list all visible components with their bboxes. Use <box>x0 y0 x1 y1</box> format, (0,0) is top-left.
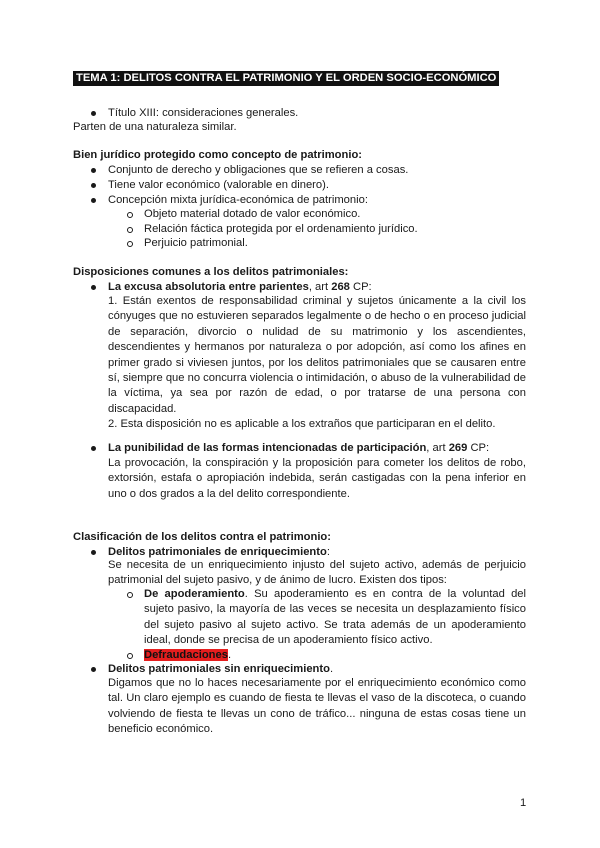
intro-text: Parten de una naturaleza similar. <box>73 121 237 133</box>
apoderamiento-text: . Su apoderamiento es en contra de la voluntad del sujeto pasivo, la mayoría de las veces se necesita un desplazamiento físico del sujeto pasivo al sujeto activo. Se trata además de un apoderamiento ideal, donde se precisa de un apoderamiento físico activo. <box>144 588 526 647</box>
sin-enriquecimiento-dot: . <box>329 663 334 675</box>
apoderamiento-item <box>144 587 526 649</box>
punibilidad-text: La provocación, la conspiración y la proposición para cometer los delitos de robo, extorsión, estafa o apropiación indebida, serán castigadas con la pena inferior en uno o dos grados a la del delito correspondiente. <box>108 457 526 500</box>
bullet-icon <box>91 550 96 555</box>
punibilidad-label: La punibilidad de las formas intencionadas de participación <box>108 442 427 454</box>
sub-list-item: Objeto material dotado de valor económico. <box>144 208 361 220</box>
intro-bullet: Título XIII: consideraciones generales. <box>108 107 299 119</box>
list-item: Concepción mixta jurídica-económica de patrimonio: <box>108 194 368 206</box>
excusa-end: CP: <box>349 281 372 293</box>
bullet-icon <box>91 183 96 188</box>
punibilidad-mid: , art <box>426 442 449 454</box>
enriquecimiento-body <box>108 558 526 589</box>
section-heading-disposiciones: Disposiciones comunes a los delitos patrimoniales: <box>73 266 349 278</box>
bullet-icon <box>91 285 96 290</box>
apoderamiento-label: De apoderamiento <box>144 588 245 600</box>
enriquecimiento-colon: : <box>326 546 330 558</box>
sub-list-item: Relación fáctica protegida por el ordenamiento jurídico. <box>144 223 418 235</box>
punibilidad-body <box>108 456 526 502</box>
excusa-label: La excusa absolutoria entre parientes <box>108 281 309 293</box>
bullet-icon <box>91 168 96 173</box>
sin-enriquecimiento-heading <box>108 662 333 676</box>
bullet-icon <box>91 667 96 672</box>
section-heading-clasificacion: Clasificación de los delitos contra el patrimonio: <box>73 531 331 543</box>
excusa-body <box>108 294 526 433</box>
bullet-icon <box>91 446 96 451</box>
sin-enriquecimiento-body <box>108 676 526 738</box>
defraudaciones-dot: . <box>227 649 232 661</box>
excusa-heading <box>108 280 372 294</box>
page-number: 1 <box>520 797 527 809</box>
enriquecimiento-heading <box>108 545 330 559</box>
circle-bullet-icon <box>127 212 133 218</box>
circle-bullet-icon <box>127 592 133 598</box>
excusa-paragraph-1: 1. Están exentos de responsabilidad criminal y sujetos únicamente a la civil los cónyuges que no estuvieren separados legalmente o de hecho o en proceso judicial de separación, divorcio o nulidad de su matrimonio y los ascendientes, descendientes y hermanos por naturaleza o por adopción, así como los afines en primer grado si viviesen juntos, por los delitos patrimoniales que se causaren entre sí, siempre que no concurra violencia o intimidación, o abuso de la vulnerabilidad de la víctima, ya sea por razón de edad, o por tratarse de una persona con discapacidad. <box>108 295 526 415</box>
punibilidad-end: CP: <box>467 442 490 454</box>
section-heading-bien-juridico: Bien jurídico protegido como concepto de patrimonio: <box>73 149 363 161</box>
circle-bullet-icon <box>127 241 133 247</box>
punibilidad-heading <box>108 441 489 455</box>
enriquecimiento-label: Delitos patrimoniales de enriquecimiento <box>108 546 327 558</box>
excusa-article: 268 <box>331 281 350 293</box>
excusa-paragraph-2: 2. Esta disposición no es aplicable a los extraños que participaran en el delito. <box>108 418 496 431</box>
punibilidad-article: 269 <box>448 442 468 454</box>
circle-bullet-icon <box>127 653 133 659</box>
sub-list-item: Perjuicio patrimonial. <box>144 237 248 249</box>
list-item: Tiene valor económico (valorable en dinero). <box>108 179 329 191</box>
sin-enriquecimiento-text: Digamos que no lo haces necesariamente por el enriquecimiento económico como tal. Un claro ejemplo es cuando de fiesta te llevas el vaso de la discoteca, o cuando volviendo de fiesta te llevas un cono de tráfico... ninguna de estas cosas tiene un beneficio económico. <box>108 677 526 736</box>
list-item: Conjunto de derecho y obligaciones que se refieren a cosas. <box>108 164 409 176</box>
sin-enriquecimiento-label: Delitos patrimoniales sin enriquecimiento <box>108 663 330 675</box>
excusa-mid: , art <box>308 281 332 293</box>
page-title: TEMA 1: DELITOS CONTRA EL PATRIMONIO Y EL ORDEN SOCIO-ECONÓMICO <box>73 71 499 86</box>
defraudaciones-item <box>144 648 231 662</box>
circle-bullet-icon <box>127 227 133 233</box>
enriquecimiento-text: Se necesita de un enriquecimiento injusto del sujeto activo, además de perjuicio patrimonial del sujeto pasivo, y de ánimo de lucro. Existen dos tipos: <box>108 559 526 587</box>
bullet-icon <box>91 111 96 116</box>
defraudaciones-label: Defraudaciones <box>144 649 228 661</box>
bullet-icon <box>91 198 96 203</box>
